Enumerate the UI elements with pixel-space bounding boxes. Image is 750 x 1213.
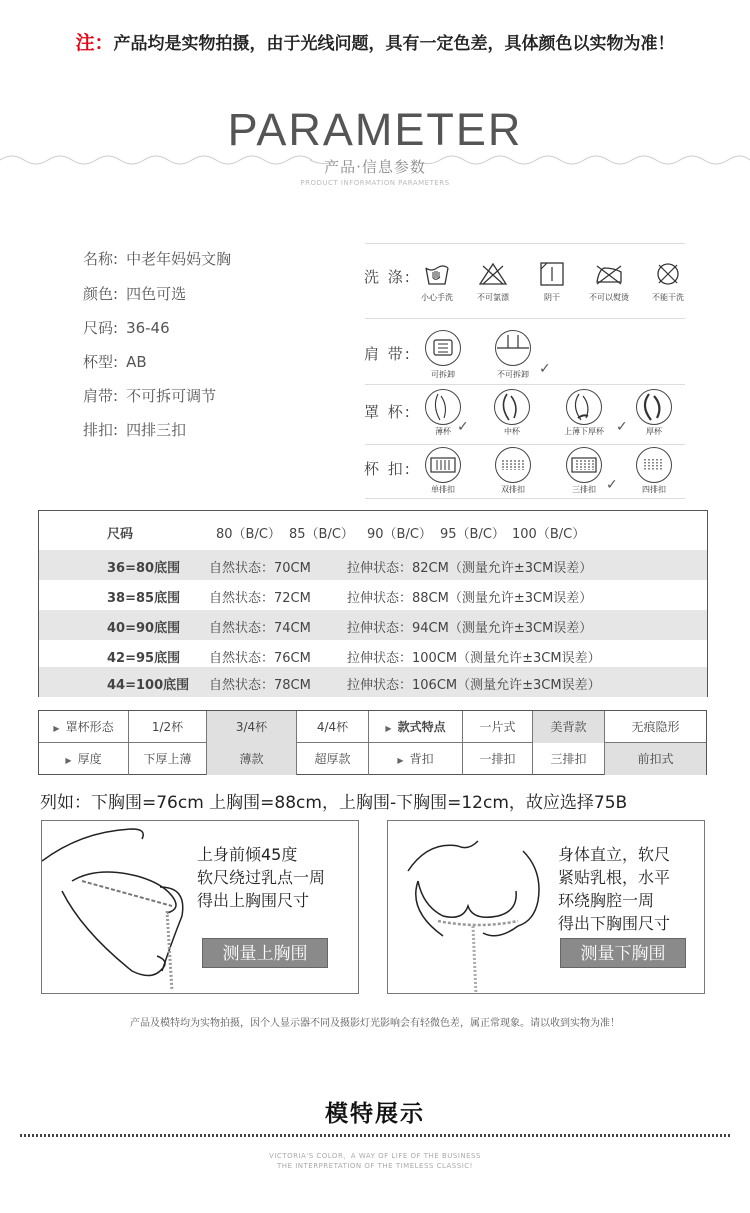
upper-bust-instructions: 上身前倾45度 软尺绕过乳点一周 得出上胸围尺寸 xyxy=(197,845,326,910)
hand-wash-icon xyxy=(424,262,450,286)
shade-dry-icon xyxy=(540,262,564,286)
size-table xyxy=(38,510,708,697)
model-showcase-title: 模特展示 xyxy=(325,1101,425,1127)
divider xyxy=(365,384,685,385)
wash-caption: 阴干 xyxy=(544,293,560,302)
divider xyxy=(365,444,685,445)
tagline: VICTORIA'S COLOR，A WAY OF LIFE OF THE BUSINESS xyxy=(269,1152,481,1160)
table-cell: ▶ 背扣 xyxy=(369,743,463,775)
table-row: 44=100底围 自然状态：78CM 拉伸状态：106CM（测量允许±3CM误差） xyxy=(39,667,707,697)
table-cell: 前扣式 xyxy=(605,743,706,775)
table-cell: 3/4杯 xyxy=(207,711,297,743)
check-icon: ✓ xyxy=(606,477,618,493)
measure-lower-bust-button: 测量下胸围 xyxy=(560,938,686,968)
graded-cup-icon xyxy=(566,389,602,425)
cup-caption: 厚杯 xyxy=(646,427,662,436)
wash-caption: 不可氯漂 xyxy=(477,293,509,302)
table-row: 42=95底围 自然状态：76CM 拉伸状态：100CM（测量允许±3CM误差） xyxy=(107,651,601,666)
table-row: 36=80底围 自然状态：70CM 拉伸状态：82CM（测量允许±3CM误差） xyxy=(39,550,707,580)
divider xyxy=(365,243,685,244)
divider xyxy=(365,498,685,499)
cup-label: 罩 杯: xyxy=(364,403,412,421)
table-cell: 4/4杯 xyxy=(297,711,369,743)
table-cell: 三排扣 xyxy=(533,743,605,775)
info-strap: 肩带: 不可拆可调节 xyxy=(83,387,217,405)
cup-caption: 薄杯 xyxy=(435,427,451,436)
hook-caption: 三排扣 xyxy=(572,485,596,494)
table-cell: 美背款 xyxy=(533,711,605,743)
sizing-example: 列如：下胸围=76cm 上胸围=88cm，上胸围-下胸围=12cm，故应选择75B xyxy=(40,793,628,813)
double-hook-icon xyxy=(495,447,531,483)
upper-bust-illustration xyxy=(42,821,212,994)
lower-bust-illustration xyxy=(388,821,558,994)
measure-upper-bust-button: 测量上胸围 xyxy=(202,938,328,968)
lower-bust-panel xyxy=(387,820,705,994)
table-cell: 一片式 xyxy=(463,711,533,743)
table-cell: ▶ 款式特点 xyxy=(369,711,463,743)
wash-caption: 不可以熨烫 xyxy=(589,293,629,302)
lower-bust-instructions: 身体直立，软尺 紧贴乳根，水平 环绕胸腔一周 得出下胸围尺寸 xyxy=(558,845,671,933)
strap-caption: 可拆卸 xyxy=(431,370,455,379)
triple-hook-icon xyxy=(566,447,602,483)
thick-cup-icon xyxy=(636,389,672,425)
strap-caption: 不可拆卸 xyxy=(497,370,529,379)
fixed-strap-icon xyxy=(495,330,531,366)
table-row: 40=90底围 自然状态：74CM 拉伸状态：94CM（测量允许±3CM误差） xyxy=(39,610,707,640)
notice-text: 产品均是实物拍摄，由于光线问题，具有一定色差，具体颜色以实物为准！ xyxy=(113,34,675,54)
cup-caption: 上薄下厚杯 xyxy=(564,427,604,436)
upper-bust-panel xyxy=(41,820,359,994)
quad-hook-icon xyxy=(636,447,672,483)
no-dry-clean-icon xyxy=(656,262,680,286)
tagline: THE INTERPRETATION OF THE TIMELESS CLASSIC! xyxy=(277,1162,473,1170)
table-cell: 超厚款 xyxy=(297,743,369,775)
table-cell: 薄款 xyxy=(207,743,297,775)
thin-cup-icon xyxy=(425,389,461,425)
info-name: 名称: 中老年妈妈文胸 xyxy=(83,250,232,268)
detachable-strap-icon xyxy=(425,330,461,366)
table-cell: 一排扣 xyxy=(463,743,533,775)
table-row: 38=85底围 自然状态：72CM 拉伸状态：88CM（测量允许±3CM误差） xyxy=(107,591,593,606)
no-iron-icon xyxy=(594,262,624,286)
parameter-title: PARAMETER xyxy=(227,104,523,155)
wash-caption: 不能干洗 xyxy=(652,293,684,302)
dashed-divider xyxy=(20,1133,730,1138)
hook-caption: 双排扣 xyxy=(501,485,525,494)
size-table-header: 尺码 80（B/C） 85（B/C） 90（B/C） 95（B/C） 100（B/C） xyxy=(107,527,586,542)
notice-prefix: 注： xyxy=(75,32,114,54)
table-cell: ▶ 厚度 xyxy=(39,743,129,775)
no-bleach-icon xyxy=(479,262,507,286)
info-hooks: 排扣: 四排三扣 xyxy=(83,421,187,439)
check-icon: ✓ xyxy=(616,419,628,435)
table-cell: 1/2杯 xyxy=(129,711,207,743)
parameter-subtitle: 产品·信息参数 xyxy=(324,158,426,176)
wash-label: 洗 涤: xyxy=(364,268,412,286)
info-cup-type: 杯型: AB xyxy=(83,353,147,371)
style-table xyxy=(38,710,707,775)
table-cell: 无痕隐形 xyxy=(631,720,680,734)
color-notice xyxy=(0,28,750,55)
divider xyxy=(365,318,685,319)
parameter-subtitle-en: PRODUCT INFORMATION PARAMETERS xyxy=(300,179,450,187)
hook-caption: 单排扣 xyxy=(431,485,455,494)
wash-caption: 小心手洗 xyxy=(421,293,453,302)
strap-label: 肩 带: xyxy=(364,345,412,363)
single-hook-icon xyxy=(425,447,461,483)
info-color: 颜色: 四色可选 xyxy=(83,285,187,303)
hook-caption: 四排扣 xyxy=(642,485,666,494)
check-icon: ✓ xyxy=(539,361,551,377)
table-cell: 下厚上薄 xyxy=(129,743,207,775)
info-size: 尺码: 36-46 xyxy=(83,319,170,337)
check-icon: ✓ xyxy=(457,419,469,435)
hook-label: 杯 扣: xyxy=(364,460,412,478)
medium-cup-icon xyxy=(494,389,530,425)
disclaimer: 产品及模特均为实物拍摄，因个人显示器不同及摄影灯光影响会有轻微色差，属正常现象。请以收到实物为准！ xyxy=(130,1018,620,1029)
cup-caption: 中杯 xyxy=(504,427,520,436)
table-cell: ▶ 罩杯形态 xyxy=(39,711,129,743)
